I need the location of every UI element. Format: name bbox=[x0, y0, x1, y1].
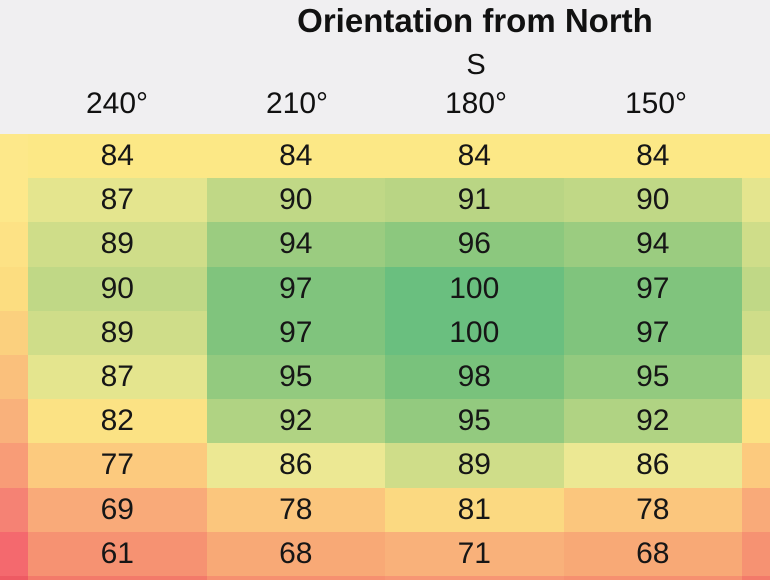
south-compass-label: S bbox=[466, 49, 486, 81]
heatmap-edge-cell-right bbox=[742, 178, 770, 222]
heatmap-cell: 91 bbox=[385, 178, 564, 222]
heatmap-cell: 78 bbox=[207, 488, 386, 532]
heatmap-cell: 97 bbox=[564, 311, 743, 355]
heatmap-cell: 78 bbox=[564, 488, 743, 532]
heatmap-cell: 97 bbox=[564, 267, 743, 311]
heatmap-edge-cell-left bbox=[0, 443, 28, 487]
heatmap-edge-cell-right bbox=[742, 399, 770, 443]
heatmap-edge-cell-right bbox=[742, 488, 770, 532]
heatmap-cell: 97 bbox=[207, 267, 386, 311]
heatmap-cell: 90 bbox=[28, 267, 207, 311]
heatmap-peek-cell bbox=[207, 576, 386, 580]
heatmap-cell: 86 bbox=[207, 443, 386, 487]
heatmap-edge-cell-left bbox=[0, 222, 28, 266]
heatmap-cell: 97 bbox=[207, 311, 386, 355]
next-row-peek-strip bbox=[0, 576, 770, 580]
heatmap-cell: 90 bbox=[564, 178, 743, 222]
heatmap-cell: 89 bbox=[28, 222, 207, 266]
heatmap-peek-cell bbox=[564, 576, 743, 580]
heatmap-cell: 69 bbox=[28, 488, 207, 532]
heatmap-edge-cell-left bbox=[0, 488, 28, 532]
heatmap-cell: 87 bbox=[28, 355, 207, 399]
heatmap-edge-cell-left bbox=[0, 532, 28, 576]
heatmap-edge-cell-left bbox=[0, 399, 28, 443]
heatmap-cell: 89 bbox=[28, 311, 207, 355]
heatmap-peek-cell bbox=[28, 576, 207, 580]
heatmap-edge-cell-right bbox=[742, 532, 770, 576]
heatmap-cell: 87 bbox=[28, 178, 207, 222]
column-header-180: 180° bbox=[444, 87, 508, 120]
heatmap-edge-cell-right bbox=[742, 222, 770, 266]
heatmap-cell: 68 bbox=[564, 532, 743, 576]
heatmap-cell: 89 bbox=[385, 443, 564, 487]
heatmap-cell: 95 bbox=[385, 399, 564, 443]
heatmap-edge-cell-right bbox=[742, 311, 770, 355]
heatmap-cell: 84 bbox=[385, 134, 564, 178]
heatmap-cell: 86 bbox=[564, 443, 743, 487]
heatmap-cell: 98 bbox=[385, 355, 564, 399]
heatmap-cell: 95 bbox=[207, 355, 386, 399]
heatmap-peek-cell bbox=[0, 576, 28, 580]
heatmap-cell: 96 bbox=[385, 222, 564, 266]
heatmap-cell: 100 bbox=[385, 311, 564, 355]
heatmap-cell: 82 bbox=[28, 399, 207, 443]
column-header-240: 240° bbox=[85, 87, 149, 120]
heatmap-cell: 92 bbox=[207, 399, 386, 443]
heatmap-grid bbox=[0, 134, 770, 576]
heatmap-cell: 68 bbox=[207, 532, 386, 576]
heatmap-edge-cell-right bbox=[742, 355, 770, 399]
header bbox=[0, 0, 770, 134]
heatmap-peek-cell bbox=[385, 576, 564, 580]
heatmap-cell: 77 bbox=[28, 443, 207, 487]
heatmap-cell: 94 bbox=[207, 222, 386, 266]
heatmap-cell: 81 bbox=[385, 488, 564, 532]
heatmap-cell: 61 bbox=[28, 532, 207, 576]
heatmap-cell: 94 bbox=[564, 222, 743, 266]
heatmap-edge-cell-right bbox=[742, 443, 770, 487]
heatmap-cell: 100 bbox=[385, 267, 564, 311]
heatmap-cell: 84 bbox=[28, 134, 207, 178]
heatmap-peek-cell bbox=[742, 576, 770, 580]
heatmap-edge-cell-left bbox=[0, 311, 28, 355]
heatmap-edge-cell-left bbox=[0, 178, 28, 222]
heatmap-edge-cell-left bbox=[0, 355, 28, 399]
heatmap-cell: 84 bbox=[207, 134, 386, 178]
heatmap-cell: 92 bbox=[564, 399, 743, 443]
heatmap-edge-cell-left bbox=[0, 267, 28, 311]
heatmap-edge-cell-right bbox=[742, 267, 770, 311]
column-header-150: 150° bbox=[624, 87, 688, 120]
heatmap-edge-cell-right bbox=[742, 134, 770, 178]
heatmap-cell: 95 bbox=[564, 355, 743, 399]
column-header-210: 210° bbox=[265, 87, 329, 120]
chart-title: Orientation from North bbox=[297, 2, 653, 39]
heatmap-cell: 84 bbox=[564, 134, 743, 178]
heatmap-cell: 90 bbox=[207, 178, 386, 222]
heatmap-edge-cell-left bbox=[0, 134, 28, 178]
heatmap-cell: 71 bbox=[385, 532, 564, 576]
